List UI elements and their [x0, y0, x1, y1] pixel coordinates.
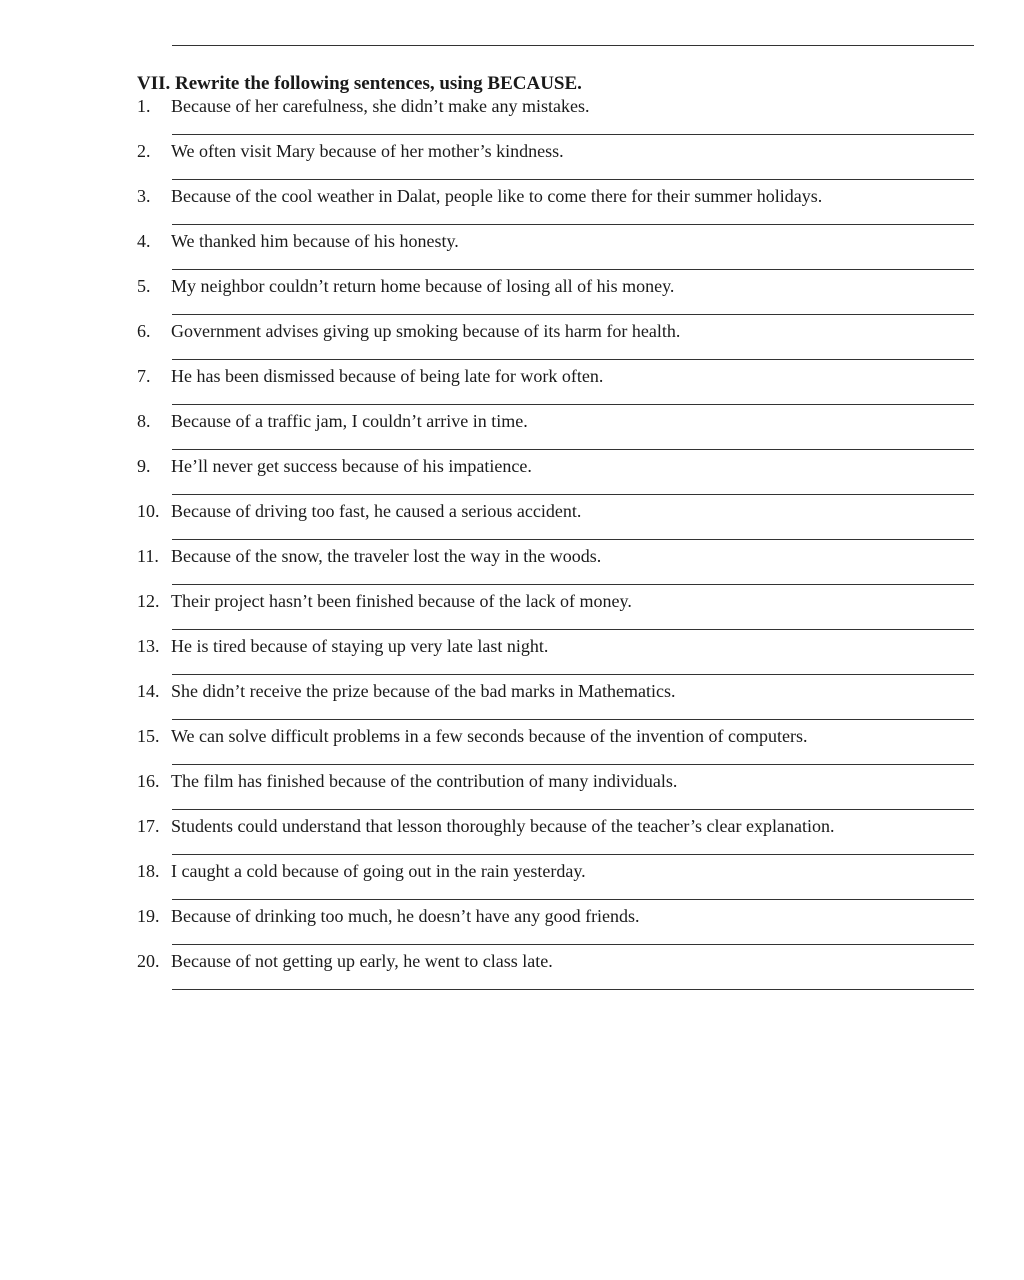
- item-sentence: We thanked him because of his honesty.: [171, 231, 459, 251]
- answer-line[interactable]: [172, 989, 974, 990]
- answer-line[interactable]: [172, 449, 974, 450]
- answer-line[interactable]: [172, 944, 974, 945]
- answer-line[interactable]: [172, 314, 974, 315]
- item-sentence: We can solve difficult problems in a few seconds because of the invention of computers.: [171, 726, 808, 746]
- answer-line[interactable]: [172, 359, 974, 360]
- answer-line[interactable]: [172, 719, 974, 720]
- item-sentence: Because of the cool weather in Dalat, people like to come there for their summer holidays.: [171, 186, 823, 206]
- item-sentence: Because of her carefulness, she didn’t make any mistakes.: [171, 96, 590, 116]
- item-sentence: Students could understand that lesson thoroughly because of the teacher’s clear explanation.: [171, 816, 835, 836]
- item-number: 1.: [137, 96, 151, 116]
- answer-line[interactable]: [172, 584, 974, 585]
- item-sentence: The film has finished because of the contribution of many individuals.: [171, 771, 678, 791]
- item-sentence: Because of driving too fast, he caused a serious accident.: [171, 501, 582, 521]
- item-number: 10.: [137, 501, 160, 521]
- answer-line[interactable]: [172, 404, 974, 405]
- answer-line[interactable]: [172, 494, 974, 495]
- answer-line[interactable]: [172, 269, 974, 270]
- exercise-item: [137, 814, 977, 859]
- item-sentence: Because of a traffic jam, I couldn’t arrive in time.: [171, 411, 528, 431]
- item-sentence: He has been dismissed because of being late for work often.: [171, 366, 604, 386]
- answer-line[interactable]: [172, 809, 974, 810]
- item-sentence: He’ll never get success because of his impatience.: [171, 456, 532, 476]
- item-number: 6.: [137, 321, 151, 341]
- exercise-heading: VII. Rewrite the following sentences, using BECAUSE.: [137, 73, 582, 94]
- item-sentence: Because of drinking too much, he doesn’t have any good friends.: [171, 906, 640, 926]
- exercise-item: [137, 364, 977, 409]
- exercise-item: [137, 544, 977, 589]
- item-sentence: Because of the snow, the traveler lost the way in the woods.: [171, 546, 602, 566]
- item-sentence: I caught a cold because of going out in the rain yesterday.: [171, 861, 586, 881]
- answer-line[interactable]: [172, 629, 974, 630]
- item-number: 19.: [137, 906, 160, 926]
- item-number: 14.: [137, 681, 160, 701]
- answer-line[interactable]: [172, 539, 974, 540]
- answer-line[interactable]: [172, 854, 974, 855]
- exercise-item: [137, 859, 977, 904]
- exercise-item: [137, 94, 977, 139]
- item-number: 8.: [137, 411, 151, 431]
- item-number: 2.: [137, 141, 151, 161]
- exercise-item: [137, 409, 977, 454]
- item-sentence: She didn’t receive the prize because of the bad marks in Mathematics.: [171, 681, 676, 701]
- item-sentence: He is tired because of staying up very late last night.: [171, 636, 549, 656]
- item-number: 5.: [137, 276, 151, 296]
- item-number: 20.: [137, 951, 160, 971]
- exercise-item: [137, 274, 977, 319]
- item-number: 16.: [137, 771, 160, 791]
- answer-line[interactable]: [172, 674, 974, 675]
- answer-line[interactable]: [172, 224, 974, 225]
- item-number: 15.: [137, 726, 160, 746]
- item-sentence: Their project hasn’t been finished because of the lack of money.: [171, 591, 632, 611]
- exercise-item: [137, 769, 977, 814]
- top-answer-line: [172, 45, 974, 46]
- exercise-item: [137, 589, 977, 634]
- exercise-item: [137, 454, 977, 499]
- item-number: 13.: [137, 636, 160, 656]
- exercise-item: [137, 949, 977, 994]
- item-number: 7.: [137, 366, 151, 386]
- exercise-item: [137, 679, 977, 724]
- exercise-item: [137, 904, 977, 949]
- exercise-item: [137, 229, 977, 274]
- item-sentence: My neighbor couldn’t return home because of losing all of his money.: [171, 276, 675, 296]
- item-number: 18.: [137, 861, 160, 881]
- exercise-list: [137, 94, 977, 994]
- answer-line[interactable]: [172, 134, 974, 135]
- exercise-item: [137, 724, 977, 769]
- answer-line[interactable]: [172, 899, 974, 900]
- exercise-item: [137, 319, 977, 364]
- answer-line[interactable]: [172, 764, 974, 765]
- item-sentence: Government advises giving up smoking because of its harm for health.: [171, 321, 681, 341]
- exercise-item: [137, 184, 977, 229]
- item-number: 3.: [137, 186, 151, 206]
- item-number: 9.: [137, 456, 151, 476]
- item-number: 12.: [137, 591, 160, 611]
- exercise-item: [137, 139, 977, 184]
- item-number: 11.: [137, 546, 159, 566]
- item-sentence: We often visit Mary because of her mother’s kindness.: [171, 141, 564, 161]
- exercise-item: [137, 499, 977, 544]
- answer-line[interactable]: [172, 179, 974, 180]
- exercise-item: [137, 634, 977, 679]
- item-number: 4.: [137, 231, 151, 251]
- item-number: 17.: [137, 816, 160, 836]
- item-sentence: Because of not getting up early, he went to class late.: [171, 951, 553, 971]
